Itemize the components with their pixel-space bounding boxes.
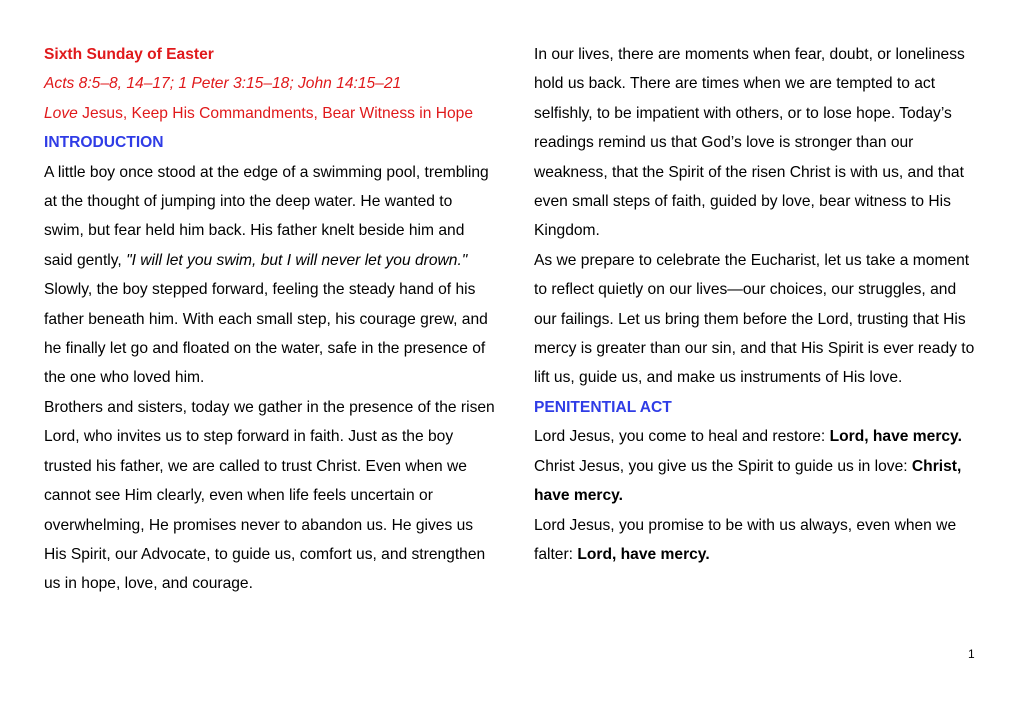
intro-paragraph-2: Slowly, the boy stepped forward, feeling the steady hand of his father beneath him. With each small step, his courage grew, and he finally let go and floated on the water, safe in the presence of the one who loved him. (44, 281, 488, 387)
invocation-1 (534, 422, 980, 451)
invocation-3-response: Lord, have mercy. (577, 545, 710, 563)
father-quote: "I will let you swim, but I will never let you drown." (126, 251, 468, 269)
invocation-2-text: Christ Jesus, you give us the Spirit to guide us in love: (534, 457, 912, 475)
invocation-2-response: Christ, have mercy. (534, 457, 962, 505)
invocation-2 (534, 452, 980, 511)
intro-paragraph-1-text: A little boy once stood at the edge of a swimming pool, trembling at the thought of jumping into the deep water. He wanted to swim, but fear held him back. His father knelt beside him and said gently, (44, 163, 489, 269)
reflection-paragraph-2: As we prepare to celebrate the Eucharist, let us take a moment to reflect quietly on our lives—our choices, our struggles, and our failings. Let us bring them before the Lord, trusting that His mercy is greater than our sin, and that His Spirit is ever ready to lift us, guide us, and make us instruments of His love. (534, 251, 975, 387)
intro-paragraph-1 (44, 158, 496, 276)
invocation-1-text: Lord Jesus, you come to heal and restore: (534, 428, 830, 446)
invocation-3 (534, 511, 980, 570)
theme-rest: Jesus, Keep His Commandments, Bear Witness in Hope (77, 104, 474, 122)
theme-love-word: Love (44, 104, 78, 122)
page-number: 1 (968, 647, 975, 661)
theme-line (44, 99, 496, 158)
invocation-3-text: Lord Jesus, you promise to be with us always, even when we falter: (534, 516, 957, 563)
right-column (534, 40, 980, 569)
document-title: Sixth Sunday of Easter (44, 46, 214, 63)
invocation-1-response: Lord, have mercy. (829, 428, 962, 446)
intro-paragraph-3: Brothers and sisters, today we gather in the presence of the risen Lord, who invites us to step forward in faith. Just as the boy trusted his father, we are called to trust Christ. Even when we cannot see Him clearly, even when life feels uncertain or overwhelming, He promises never to abandon us. He gives us His Spirit, our Advocate, to guide us, comfort us, and strengthen us in hope, love, and courage. (44, 398, 495, 593)
reflection-paragraph-1: In our lives, there are moments when fear, doubt, or loneliness hold us back. There are times when we are tempted to act selfishly, to be impatient with others, or to lose hope. Today’s readings remind us that God’s love is stronger than our weakness, that the Spirit of the risen Christ is with us, and that even small steps of faith, guided by love, bear witness to His Kingdom. (534, 46, 965, 240)
introduction-heading: INTRODUCTION (44, 134, 164, 152)
readings-reference: Acts 8:5–8, 14–17; 1 Peter 3:15–18; John 14:15–21 (44, 75, 402, 93)
penitential-act-heading: PENITENTIAL ACT (534, 398, 672, 416)
left-column (44, 40, 496, 599)
